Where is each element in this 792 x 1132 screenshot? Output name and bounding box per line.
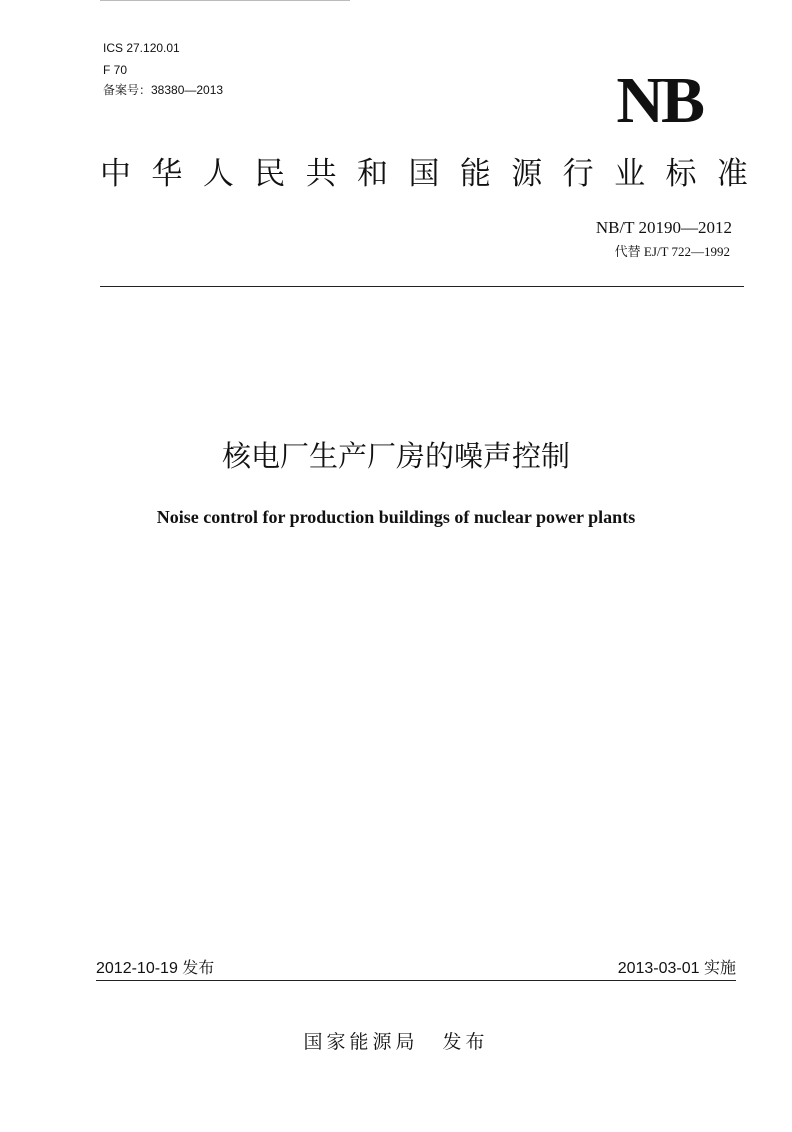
org-char: 行 [562,156,594,192]
issuer-action: 发布 [442,1031,489,1053]
org-char: 业 [614,156,646,192]
issuer-name: 国家能源局 [303,1031,419,1053]
implement-date: 2013-03-01 实施 [617,960,736,977]
record-number: 备案号：38380—2013 [103,83,224,97]
ics-code: ICS 27.120.01 [103,41,180,55]
organization-name [100,152,748,196]
top-edge-rule [100,0,350,1]
issuer-line [0,1028,792,1056]
nb-logo: NB [616,64,702,137]
org-char: 共 [305,156,337,192]
org-char: 人 [202,156,234,192]
org-char: 和 [357,156,389,192]
org-char: 民 [254,156,286,192]
org-char: 能 [459,156,491,192]
org-char: 标 [665,156,697,192]
org-char: 准 [716,156,748,192]
standard-number: NB/T 20190—2012 [595,218,732,237]
org-char: 中 [100,156,131,192]
org-char: 源 [511,156,543,192]
title-english: Noise control for production buildings of nuclear power plants [156,507,636,527]
org-char: 华 [151,156,183,192]
org-char: 国 [408,156,440,192]
category-code: F 70 [103,63,128,77]
publish-date: 2012-10-19 发布 [96,960,215,977]
header-divider [100,286,744,287]
replaces-standard: 代替 EJ/T 722—1992 [614,244,730,259]
footer-divider [96,980,736,981]
title-chinese: 核电厂生产厂房的噪声控制 [221,439,570,473]
